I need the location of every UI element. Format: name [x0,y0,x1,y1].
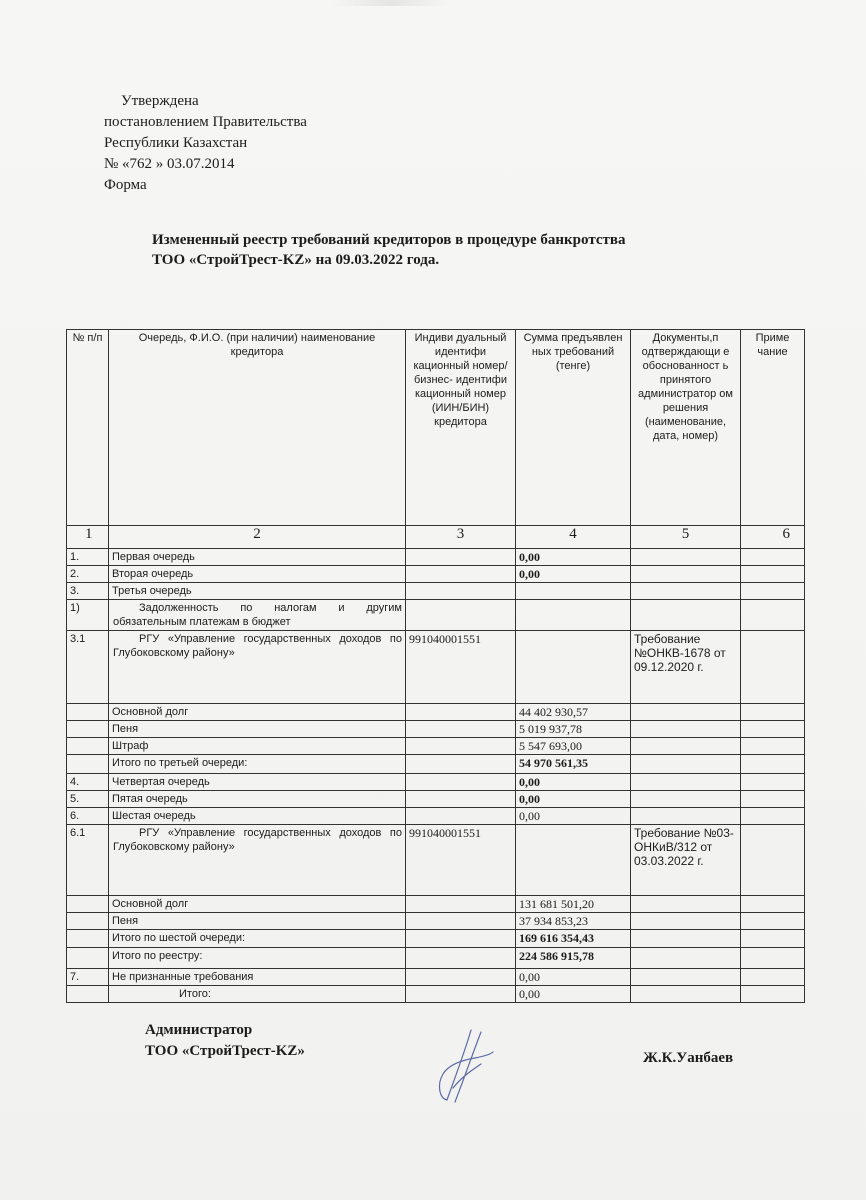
row-id [406,738,516,755]
row-number: 6.1 [67,825,109,896]
row-number: 6. [67,808,109,825]
row-number [67,913,109,930]
row-creditor: Задолженность по налогам и другим обязательным платежам в бюджет [109,600,406,631]
row-number: 3.1 [67,631,109,704]
row-document [631,986,741,1003]
header-number: № п/п [67,330,109,526]
row-creditor: Вторая очередь [109,566,406,583]
row-note [741,825,805,896]
approval-block [104,91,307,196]
table-row [67,704,805,721]
row-document [631,738,741,755]
row-note [741,631,805,704]
table-row [67,755,805,774]
row-number [67,986,109,1003]
row-amount [516,631,631,704]
row-amount: 5 019 937,78 [516,721,631,738]
row-id [406,774,516,791]
row-amount: 0,00 [516,566,631,583]
header-creditor: Очередь, Ф.И.О. (при наличии) наименование кредитора [109,330,406,526]
row-note [741,738,805,755]
row-id [406,930,516,948]
row-amount: 37 934 853,23 [516,913,631,930]
row-note [741,774,805,791]
table-row [67,930,805,948]
row-document [631,600,741,631]
column-number: 5 [631,526,741,549]
row-number [67,948,109,969]
header-note: Приме чание [741,330,805,526]
table-row [67,896,805,913]
row-note [741,549,805,566]
row-number [67,704,109,721]
row-note [741,600,805,631]
row-amount: 5 547 693,00 [516,738,631,755]
row-number: 4. [67,774,109,791]
row-id [406,549,516,566]
administrator-company: ТОО «СтройТрест-KZ» [145,1043,305,1059]
table-row [67,738,805,755]
table-row [67,969,805,986]
row-creditor: Пеня [109,721,406,738]
row-note [741,721,805,738]
header-documents: Документы,п одтверждающи е обоснованност ь принятого администратор ом решения (наименование, дата, номер) [631,330,741,526]
signer-name: Ж.К.Уанбаев [643,1050,734,1066]
row-note [741,808,805,825]
table-row [67,774,805,791]
row-id [406,704,516,721]
row-creditor: Итого по шестой очереди: [109,930,406,948]
row-document [631,930,741,948]
row-amount [516,600,631,631]
row-document [631,896,741,913]
row-id [406,896,516,913]
row-creditor: Не признанные требования [109,969,406,986]
table-row [67,600,805,631]
row-amount: 0,00 [516,969,631,986]
table-row [67,986,805,1003]
row-id [406,969,516,986]
column-number: 6 [741,526,805,549]
row-amount: 169 616 354,43 [516,930,631,948]
signature-image [433,1028,497,1104]
row-creditor: Итого по реестру: [109,948,406,969]
row-id [406,791,516,808]
row-amount [516,583,631,600]
row-id [406,986,516,1003]
header-id: Индиви дуальный идентифи кационный номер/ бизнес- идентифи кационный номер (ИИН/БИН) кредитора [406,330,516,526]
table-row [67,583,805,600]
table-row [67,549,805,566]
row-creditor: Первая очередь [109,549,406,566]
row-amount: 0,00 [516,986,631,1003]
row-note [741,913,805,930]
row-creditor: Шестая очередь [109,808,406,825]
row-creditor: Пеня [109,913,406,930]
row-creditor: Четвертая очередь [109,774,406,791]
row-document: Требование №03-ОНКиВ/312 от 03.03.2022 г. [631,825,741,896]
row-note [741,704,805,721]
header-amount: Сумма предъявлен ных требований (тенге) [516,330,631,526]
row-creditor: РГУ «Управление государственных доходов по Глубоковскому району» [109,631,406,704]
row-id [406,583,516,600]
creditors-register-table [66,329,805,1003]
row-creditor: Итого: [109,986,406,1003]
approval-line: № «762 » 03.07.2014 [104,156,235,172]
row-creditor: Пятая очередь [109,791,406,808]
table-row [67,791,805,808]
row-document: Требование №ОНКВ-1678 от 09.12.2020 г. [631,631,741,704]
row-id [406,913,516,930]
table-row [67,913,805,930]
row-id: 991040001551 [406,825,516,896]
title-line: Измененный реестр требований кредиторов в процедуре банкротства [152,232,626,248]
row-number: 3. [67,583,109,600]
table-row [67,948,805,969]
table-row [67,631,805,704]
document-title [152,230,626,270]
row-creditor: Штраф [109,738,406,755]
row-number [67,930,109,948]
row-note [741,986,805,1003]
row-document [631,969,741,986]
row-document [631,791,741,808]
row-number: 2. [67,566,109,583]
administrator-title: Администратор [145,1022,253,1038]
row-amount [516,825,631,896]
column-number: 3 [406,526,516,549]
row-note [741,791,805,808]
row-note [741,583,805,600]
row-amount: 0,00 [516,549,631,566]
table-header-row [67,330,805,526]
approval-line: Утверждена [121,93,199,109]
row-number [67,896,109,913]
row-number: 1. [67,549,109,566]
approval-line: Республики Казахстан [104,135,248,151]
row-document [631,774,741,791]
approval-line: Форма [104,177,147,193]
title-line: ТОО «СтройТрест-KZ» на 09.03.2022 года. [152,252,440,268]
row-document [631,704,741,721]
row-number [67,738,109,755]
row-document [631,566,741,583]
row-id [406,600,516,631]
row-amount: 0,00 [516,791,631,808]
row-note [741,755,805,774]
row-creditor: Третья очередь [109,583,406,600]
row-note [741,566,805,583]
row-creditor: Итого по третьей очереди: [109,755,406,774]
row-id [406,566,516,583]
row-amount: 224 586 915,78 [516,948,631,969]
row-note [741,969,805,986]
row-amount: 131 681 501,20 [516,896,631,913]
approval-line: постановлением Правительства [104,114,307,130]
row-note [741,948,805,969]
row-creditor: Основной долг [109,896,406,913]
row-creditor: Основной долг [109,704,406,721]
row-document [631,913,741,930]
row-number: 1) [67,600,109,631]
row-number: 7. [67,969,109,986]
column-number: 4 [516,526,631,549]
column-number: 1 [67,526,109,549]
row-number [67,721,109,738]
row-id [406,755,516,774]
row-amount: 0,00 [516,774,631,791]
row-document [631,549,741,566]
row-amount: 0,00 [516,808,631,825]
row-id: 991040001551 [406,631,516,704]
row-document [631,583,741,600]
table-row [67,721,805,738]
row-amount: 54 970 561,35 [516,755,631,774]
row-note [741,930,805,948]
row-id [406,948,516,969]
row-id [406,721,516,738]
row-number: 5. [67,791,109,808]
row-number [67,755,109,774]
row-document [631,808,741,825]
table-row [67,566,805,583]
row-amount: 44 402 930,57 [516,704,631,721]
table-row [67,825,805,896]
table-row [67,808,805,825]
row-id [406,808,516,825]
row-note [741,896,805,913]
column-numbers-row [67,526,805,549]
row-document [631,755,741,774]
administrator-block [145,1020,305,1062]
column-number: 2 [109,526,406,549]
scan-mark [330,0,450,6]
row-document [631,721,741,738]
row-document [631,948,741,969]
row-creditor: РГУ «Управление государственных доходов по Глубоковскому району» [109,825,406,896]
